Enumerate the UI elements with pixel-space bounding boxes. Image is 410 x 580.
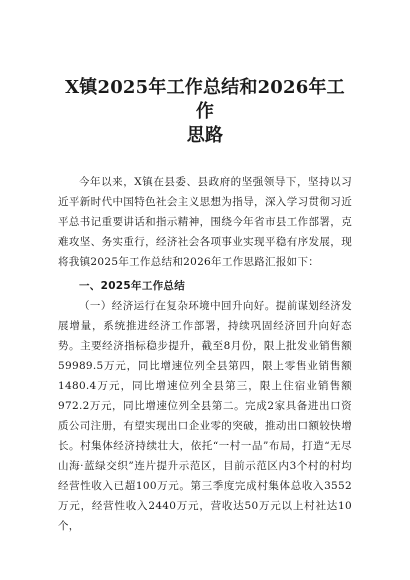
document-title-line-2: 思路 — [186, 125, 224, 146]
intro-paragraph: 今年以来，X镇在县委、县政府的坚强领导下，坚持以习近平新时代中国特色社会主义思想为指导，深入学习贯彻习近平总书记重要讲话和指示精神，围绕今年省市县工作部署，克难攻坚、务实重行，经济社会各项事业实现平稳有序发展，现将我镇2025年工作总结和2026年工作思路汇报如下： — [58, 176, 352, 268]
section-1-heading: 一、2025年工作总结 — [79, 280, 186, 292]
document-title-line-1: X镇2025年工作总结和2026年工作 — [65, 77, 345, 122]
document-body — [58, 172, 352, 536]
document-title — [58, 76, 352, 148]
section-1-paragraph-1: （一）经济运行在复杂环境中回升向好。提前谋划经济发展增量，系统推进经济工作部署，持续巩固经济回升向好态势。主要经济指标稳步提升，截至8月份，限上批发业销售额59989.5万元，同比增速位列全县第四，限上零售业销售额1480.4万元，同比增速位列全县第三，限上住宿业销售额972.2万元，同比增速位列全县第二。完成2家具备进出口资质公司注册，有望实现出口企业零的突破，推动出口额较快增长。村集体经济持续壮大，依托“一村一品”布局，打造“无尽山海·蓝绿交织”连片提升示范区，目前示范区内3个村的村均经营性收入已超100万元。第三季度完成村集体总收入3552万元，经营性收入2440万元，营收达50万元以上村社达10个， — [58, 300, 352, 532]
